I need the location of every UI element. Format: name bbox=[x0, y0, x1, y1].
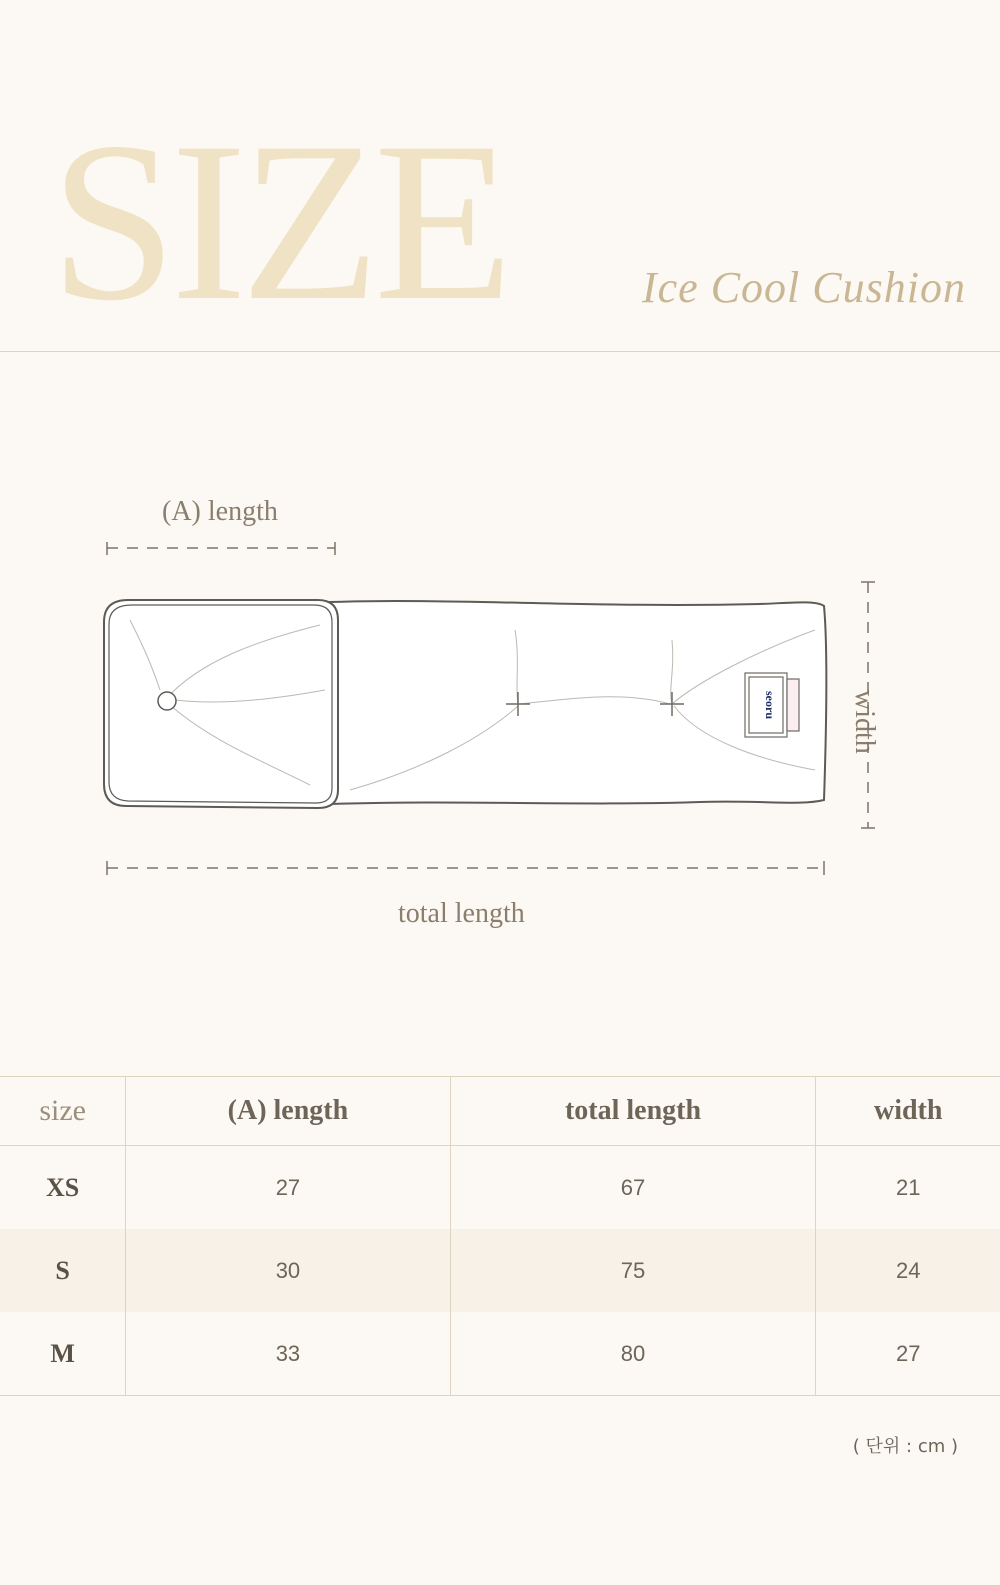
a-length-dimension-line bbox=[107, 542, 335, 555]
a-length-cell: 27 bbox=[126, 1146, 450, 1230]
header-divider bbox=[0, 351, 1000, 352]
a-length-label: (A) length bbox=[162, 496, 278, 527]
col-header-a-length: (A) length bbox=[126, 1077, 450, 1146]
width-dimension-line bbox=[861, 582, 875, 828]
total-length-label: total length bbox=[398, 898, 525, 929]
total-length-cell: 67 bbox=[450, 1146, 816, 1230]
width-cell: 21 bbox=[816, 1146, 1000, 1230]
size-cell: M bbox=[0, 1312, 126, 1396]
size-cell: S bbox=[0, 1229, 126, 1312]
total-length-cell: 80 bbox=[450, 1312, 816, 1396]
total-length-cell: 75 bbox=[450, 1229, 816, 1312]
unit-note: ( 단위 : cm ) bbox=[852, 1436, 958, 1457]
col-header-total-length: total length bbox=[450, 1077, 816, 1146]
table-row bbox=[0, 1229, 1000, 1312]
a-length-cell: 33 bbox=[126, 1312, 450, 1396]
width-label: width bbox=[849, 690, 880, 754]
width-cell: 27 bbox=[816, 1312, 1000, 1396]
a-length-cell: 30 bbox=[126, 1229, 450, 1312]
table-row bbox=[0, 1312, 1000, 1396]
brand-tag bbox=[745, 673, 799, 737]
cushion-outline bbox=[104, 600, 826, 808]
cushion-button bbox=[158, 692, 176, 710]
table-row bbox=[0, 1146, 1000, 1230]
size-table bbox=[0, 1076, 1000, 1396]
total-length-dimension-line bbox=[107, 861, 824, 875]
brand-tag-text: seoru bbox=[763, 691, 777, 719]
page-title: SIZE bbox=[50, 96, 508, 348]
col-header-width: width bbox=[816, 1077, 1000, 1146]
table-header-row bbox=[0, 1077, 1000, 1146]
width-cell: 24 bbox=[816, 1229, 1000, 1312]
size-cell: XS bbox=[0, 1146, 126, 1230]
col-header-size: size bbox=[0, 1077, 126, 1146]
product-subtitle: Ice Cool Cushion bbox=[642, 263, 966, 312]
cushion-diagram bbox=[0, 520, 1000, 880]
